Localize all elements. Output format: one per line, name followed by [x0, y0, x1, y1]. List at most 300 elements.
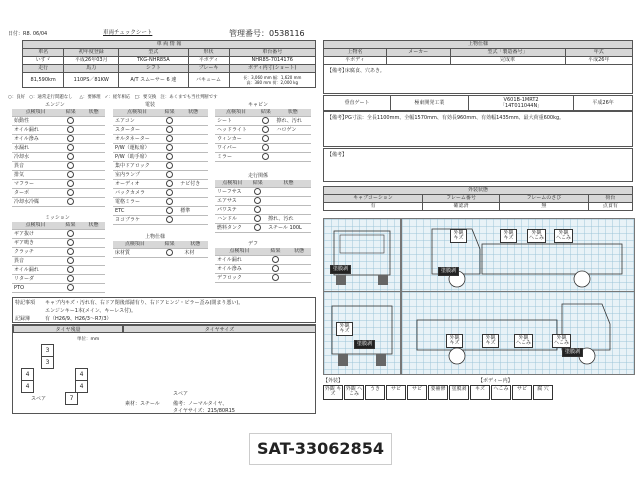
record-value: 有（H26/9、H26/3〜R7/3）: [45, 316, 112, 322]
result-circle-icon: [67, 180, 74, 187]
vi-dims: [229, 73, 315, 88]
running-col-state: 状態: [266, 180, 311, 188]
engine-result: [59, 180, 82, 189]
engine-row: [12, 189, 105, 198]
cabin-row: [215, 153, 311, 162]
result-circle-icon: [166, 249, 173, 256]
equipment-result: [161, 144, 178, 153]
running-row: [215, 206, 311, 215]
mission-col-item: 点検項目: [12, 222, 59, 230]
cabin-col-state: 状態: [275, 109, 311, 117]
result-circle-icon: [166, 162, 173, 169]
vi-v-1: 平成26年03月: [64, 57, 119, 65]
truck-front-icon: [324, 219, 400, 291]
engine-row: [12, 198, 105, 207]
equipment-item-label: 室内ランプ: [113, 171, 161, 180]
vi-v2-3: バキューム: [188, 73, 229, 88]
upper-h-0: 上物名: [324, 49, 387, 57]
ext-legend-item: 塗膜剥: [449, 385, 469, 400]
engine-state: [82, 180, 105, 189]
ext-legend-item: 要補修: [428, 385, 448, 400]
engine-row: [12, 126, 105, 135]
loading-col-state: 状態: [182, 241, 208, 249]
result-circle-icon: [262, 126, 269, 133]
running-result: [249, 188, 266, 197]
equipment-state: ナビ付き: [178, 180, 208, 189]
result-circle-icon: [262, 135, 269, 142]
running-item-label: 燃料タンク: [215, 224, 249, 233]
gate-model-no: V601B-1MRT2: [503, 97, 539, 103]
loading-result: [157, 249, 183, 258]
cabin-result: [257, 153, 274, 162]
mission-item-label: PTO: [12, 284, 59, 293]
dim-load: 荷：2,000 kg: [272, 80, 299, 85]
diagram-rear: [323, 291, 401, 375]
vi-h-3: 形状: [188, 49, 229, 57]
engine-item-label: オイル滲み: [12, 135, 59, 144]
running-result: [249, 224, 266, 233]
cabin-state: ハロゲン: [275, 126, 311, 135]
equipment-item-label: オルタネーター: [113, 135, 161, 144]
engine-result: [59, 153, 82, 162]
upper-note-1: 床腐食、穴あき。: [345, 68, 385, 74]
engine-result: [59, 198, 82, 207]
tag-side2-scratch-1: 外観 キズ: [446, 334, 463, 348]
ext-legend-item: うき: [365, 385, 385, 400]
mission-state: [82, 239, 105, 248]
equipment-row: [113, 180, 208, 189]
running-row: [215, 197, 311, 206]
tag-paint-side: 塗膜剥: [438, 267, 459, 276]
cabin-title: キャビン: [248, 102, 269, 108]
equipment-row: [113, 135, 208, 144]
equipment-result: [161, 135, 178, 144]
cabin-col-item: 点検項目: [215, 109, 257, 117]
result-circle-icon: [67, 198, 74, 205]
loading-col-result: 結果: [157, 241, 183, 249]
cabin-row: [215, 144, 311, 153]
engine-item-label: 排気: [12, 171, 59, 180]
cabin-row: [215, 117, 311, 126]
mission-row: [12, 266, 105, 275]
result-circle-icon: [262, 153, 269, 160]
engine-state: [82, 162, 105, 171]
mission-item-label: ギア抜け: [12, 230, 59, 239]
diagram-front: [323, 218, 401, 292]
result-circle-icon: [67, 266, 74, 273]
tire-front-left: 3: [41, 344, 54, 357]
tire-material: 素材：スチール: [125, 401, 160, 407]
equipment-item-label: ETC: [113, 207, 161, 216]
running-result: [249, 215, 266, 224]
equipment-item-label: P/W（運転席）: [113, 144, 161, 153]
result-circle-icon: [67, 230, 74, 237]
vi-v-2: TKG-NHR85A: [119, 57, 188, 65]
mission-table: [12, 222, 105, 293]
result-circle-icon: [166, 189, 173, 196]
legend-repair: △：要修理: [79, 95, 101, 100]
equipment-row: [113, 153, 208, 162]
running-col-result: 結果: [249, 180, 266, 188]
upper-h-3: 年式: [565, 49, 632, 57]
result-circle-icon: [166, 144, 173, 151]
running-item-label: エアサス: [215, 197, 249, 206]
engine-row: [12, 144, 105, 153]
equipment-row: [113, 144, 208, 153]
equipment-item-label: P/W（助手席）: [113, 153, 161, 162]
vi-h-0: 車名: [23, 49, 64, 57]
cabin-row: [215, 135, 311, 144]
engine-col-item: 点検項目: [12, 109, 59, 117]
running-title: 走行関係: [248, 173, 269, 179]
diff-table: [215, 248, 311, 283]
vi-h2-0: 走行: [23, 65, 64, 73]
equipment-result: [161, 117, 178, 126]
loading-row: [113, 249, 208, 258]
result-circle-icon: [272, 256, 279, 263]
result-circle-icon: [166, 207, 173, 214]
cabin-state: [275, 135, 311, 144]
vi-v-3: 平ボディ: [188, 57, 229, 65]
tag-side2-scratch-2: 外観 キズ: [482, 334, 499, 348]
ext-legend-item: 外観 キズ: [323, 385, 343, 400]
upper-h-1: メーカー: [386, 49, 450, 57]
vi-h2-2: シフト: [119, 65, 188, 73]
engine-state: [82, 153, 105, 162]
mission-item-label: ギア鳴き: [12, 239, 59, 248]
cabin-col-result: 結果: [257, 109, 274, 117]
vi-h2-4: ボディ内寸(ショート): [229, 65, 315, 73]
mission-row: [12, 239, 105, 248]
result-circle-icon: [262, 144, 269, 151]
mission-result: [59, 266, 82, 275]
cabin-table: [215, 109, 311, 162]
result-circle-icon: [254, 224, 261, 231]
result-circle-icon: [262, 117, 269, 124]
upper-note-2-box: [323, 111, 633, 147]
running-table: [215, 180, 311, 233]
vi-h-4: 車台番号: [229, 49, 315, 57]
vi-v-4: NHR85-7014176: [229, 57, 315, 65]
ext-legend-item: へこみ: [491, 385, 511, 400]
upper-h-2: 型式「製造番号」: [450, 49, 565, 57]
mission-col-state: 状態: [82, 222, 105, 230]
ext-h-0: キャブコーション: [324, 195, 423, 203]
mission-state: [82, 257, 105, 266]
equipment-table: [113, 109, 208, 225]
equipment-col-item: 点検項目: [113, 109, 161, 117]
ext-legend-title: 【外装】: [323, 378, 344, 384]
equipment-row: [113, 126, 208, 135]
equipment-result: [161, 180, 178, 189]
equipment-state: [178, 135, 208, 144]
engine-row: [12, 117, 105, 126]
tire-front-right: 3: [41, 356, 54, 369]
running-result: [249, 206, 266, 215]
engine-result: [59, 144, 82, 153]
upper-title: 上物仕様: [324, 41, 633, 49]
engine-result: [59, 135, 82, 144]
cabin-row: [215, 126, 311, 135]
engine-col-result: 結果: [59, 109, 82, 117]
engine-table: [12, 109, 105, 207]
diff-state: [287, 265, 311, 274]
tag-side2-dent-2: 外観 へこみ: [553, 334, 569, 346]
equipment-result: [161, 126, 178, 135]
engine-item-label: ターボ: [12, 189, 59, 198]
engine-state: [82, 171, 105, 180]
running-state: [266, 188, 311, 197]
vi-v2-2: A/T スムーサー 6 速: [119, 73, 188, 88]
tag-paint-rear: 塗膜剥: [354, 340, 375, 349]
equipment-row: [113, 207, 208, 216]
equipment-result: [161, 198, 178, 207]
cabin-state: [275, 144, 311, 153]
equipment-row: [113, 216, 208, 225]
tag-outer-scratch-1: 外観 キズ: [450, 229, 467, 243]
engine-row: [12, 162, 105, 171]
loading-col-item: 点検項目: [113, 241, 157, 249]
upper-note-3-label: 【備考】: [327, 152, 348, 158]
tire-spare: 7: [65, 392, 78, 405]
running-result: [249, 197, 266, 206]
diff-state: [287, 256, 311, 265]
mission-state: [82, 230, 105, 239]
tire-rear-3: 4: [75, 368, 88, 381]
diff-item-label: オイル漏れ: [215, 256, 264, 265]
running-state: [266, 206, 311, 215]
running-item-label: ハンドル: [215, 215, 249, 224]
engine-row: [12, 180, 105, 189]
upper-v-0: 平ボディ: [324, 57, 387, 65]
equipment-item-label: スターター: [113, 126, 161, 135]
tire-remain-title: タイヤ残量: [13, 325, 123, 333]
result-circle-icon: [272, 265, 279, 272]
mission-state: [82, 275, 105, 284]
diagram-side-top: [401, 218, 635, 292]
result-circle-icon: [67, 144, 74, 151]
upper-note-1-box: [323, 64, 633, 94]
mission-state: [82, 248, 105, 257]
equipment-state: [178, 162, 208, 171]
equipment-col-result: 結果: [161, 109, 178, 117]
engine-item-label: オイル漏れ: [12, 126, 59, 135]
result-circle-icon: [67, 171, 74, 178]
upper-note-3-box: [323, 148, 633, 182]
equipment-state: [178, 171, 208, 180]
loading-title: 上物仕様: [145, 234, 166, 240]
cabin-result: [257, 117, 274, 126]
mgmt-label: 管理番号：: [229, 29, 269, 38]
mission-row: [12, 230, 105, 239]
diff-col-result: 結果: [264, 248, 288, 256]
gate-maker: 極東開発工業: [390, 96, 468, 111]
tire-size-title: タイヤサイズ: [123, 325, 316, 333]
tag-outer-dent-1: 外観 へこみ: [528, 229, 544, 241]
mission-row: [12, 257, 105, 266]
diff-col-item: 点検項目: [215, 248, 264, 256]
engine-item-label: 始動性: [12, 117, 59, 126]
gate-year: 平成26年: [574, 96, 633, 111]
engine-title: エンジン: [45, 102, 65, 108]
running-col-item: 点検項目: [215, 180, 249, 188]
mission-item-label: オイル漏れ: [12, 266, 59, 275]
vi-v-0: いすゞ: [23, 57, 64, 65]
legend-aged: ✓：経年相応: [104, 95, 131, 100]
result-circle-icon: [67, 189, 74, 196]
running-row: [215, 188, 311, 197]
result-circle-icon: [67, 117, 74, 124]
tag-side2-dent-1: 外観 へこみ: [515, 334, 531, 346]
cabin-result: [257, 135, 274, 144]
diff-row: [215, 265, 311, 274]
result-circle-icon: [166, 216, 173, 223]
engine-row: [12, 135, 105, 144]
record-label: 記録簿: [15, 316, 31, 322]
result-circle-icon: [166, 198, 173, 205]
running-state: 擦れ、汚れ: [266, 215, 311, 224]
engine-state: [82, 144, 105, 153]
tire-size: タイヤサイズ：215/80R15: [173, 408, 235, 414]
result-circle-icon: [67, 126, 74, 133]
ext-v-1: 確認済: [422, 203, 499, 211]
legend-replace: □：要交換: [134, 95, 157, 100]
equipment-state: [178, 117, 208, 126]
legend-ok: ○：通常走行問題なし: [29, 95, 73, 100]
mission-result: [59, 230, 82, 239]
gate-table: [323, 95, 633, 111]
cabin-state: [275, 153, 311, 162]
engine-item-label: マフラー: [12, 180, 59, 189]
equipment-item-label: エアコン: [113, 117, 161, 126]
cabin-item-label: ミラー: [215, 153, 257, 162]
upper-note-2-label: 【備考】: [327, 115, 348, 121]
tag-paint-front: 塗膜剥: [330, 265, 351, 274]
equipment-row: [113, 198, 208, 207]
equipment-row: [113, 162, 208, 171]
equipment-state: [178, 198, 208, 207]
running-item-label: リーフサス: [215, 188, 249, 197]
result-circle-icon: [166, 171, 173, 178]
mission-result: [59, 284, 82, 293]
cabin-item-label: ウィンカー: [215, 135, 257, 144]
equipment-result: [161, 153, 178, 162]
mission-col-result: 結果: [59, 222, 82, 230]
diff-result: [264, 265, 288, 274]
dim-length: 長：3,060 mm: [243, 75, 272, 80]
engine-item-label: 冷却水: [12, 153, 59, 162]
mission-result: [59, 239, 82, 248]
ext-legend-item: サビ: [386, 385, 406, 400]
engine-state: [82, 117, 105, 126]
gate-model: [468, 96, 573, 111]
equipment-col-state: 状態: [178, 109, 208, 117]
diff-item-label: デフロック: [215, 274, 264, 283]
cabin-result: [257, 126, 274, 135]
truck-side-icon: [402, 219, 634, 291]
loading-item-label: 床材質: [113, 249, 157, 258]
result-circle-icon: [166, 135, 173, 142]
result-circle-icon: [67, 162, 74, 169]
tire-section: [12, 324, 316, 414]
upper-v-3: 平成26年: [565, 57, 632, 65]
vi-v2-0: 81,590km: [23, 73, 64, 88]
equipment-title: 電装: [145, 102, 156, 108]
result-circle-icon: [272, 274, 279, 281]
tire-rear-2: 4: [21, 380, 34, 393]
ext-legend-item: サビ: [407, 385, 427, 400]
tag-rear-scratch: 外観 キズ: [336, 322, 353, 336]
engine-state: [82, 135, 105, 144]
management-number: [229, 28, 305, 39]
vi-h2-1: 馬力: [64, 65, 119, 73]
engine-row: [12, 171, 105, 180]
running-state: [266, 197, 311, 206]
mission-item-label: リターダ: [12, 275, 59, 284]
engine-result: [59, 189, 82, 198]
equipment-item-label: 集中ドアロック: [113, 162, 161, 171]
engine-item-label: 冷却水冷媒: [12, 198, 59, 207]
ext-legend-item: 腐 穴: [533, 385, 553, 400]
equipment-row: [113, 171, 208, 180]
vi-h2-3: ブレーキ: [188, 65, 229, 73]
equipment-state: [178, 216, 208, 225]
ext-v-3: 点食有: [588, 203, 632, 211]
diff-state: [287, 274, 311, 283]
engine-state: [82, 198, 105, 207]
date-label: 日付：R8. 06/04: [8, 31, 48, 37]
cabin-item-label: ヘッドライト: [215, 126, 257, 135]
mission-row: [12, 284, 105, 293]
engine-result: [59, 117, 82, 126]
engine-col-state: 状態: [82, 109, 105, 117]
result-circle-icon: [254, 197, 261, 204]
tag-outer-dent-2: 外観 へこみ: [555, 229, 571, 241]
gate-serial: 「14T011044N」: [499, 103, 543, 109]
legend-line: [8, 95, 218, 101]
result-circle-icon: [254, 215, 261, 222]
result-circle-icon: [166, 153, 173, 160]
exterior-table: [323, 186, 633, 211]
vehicle-info-title: 車 両 情 報: [23, 41, 316, 49]
result-circle-icon: [67, 135, 74, 142]
equipment-item-label: 電格ミラー: [113, 198, 161, 207]
mission-title: ミッション: [45, 215, 70, 221]
ext-v-0: 有: [324, 203, 423, 211]
mission-result: [59, 257, 82, 266]
diff-col-state: 状態: [287, 248, 311, 256]
tire-unit: 単位：mm: [77, 337, 100, 342]
engine-row: [12, 153, 105, 162]
equipment-result: [161, 171, 178, 180]
ext-h-1: フレーム番号: [422, 195, 499, 203]
diff-title: デフ: [248, 241, 259, 247]
tire-rear-4: 4: [75, 380, 88, 393]
mission-item-label: クラッチ: [12, 248, 59, 257]
result-circle-icon: [67, 248, 74, 255]
equipment-item-label: バックカメラ: [113, 189, 161, 198]
running-row: [215, 215, 311, 224]
vi-h-2: 型式: [119, 49, 188, 57]
loading-state: 木材: [182, 249, 208, 258]
diff-result: [264, 274, 288, 283]
tag-paint-side2: 塗膜剥: [562, 348, 583, 357]
cabin-item-label: ワイパー: [215, 144, 257, 153]
exterior-title: 外装状態: [324, 187, 633, 195]
special-notes-box: [12, 297, 316, 323]
stock-code: SAT-33062854: [249, 433, 392, 465]
result-circle-icon: [166, 117, 173, 124]
